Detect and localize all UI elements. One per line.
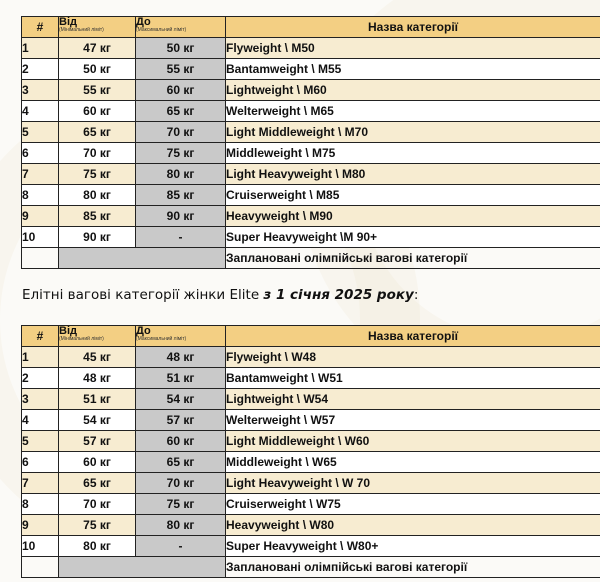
category-name: Light Middleweight \ M70 [226,122,600,143]
category-name: Flyweight \ M50 [226,38,600,59]
header-from-sub: (Мінімальний ліміт) [59,336,104,342]
min-weight: 70 кг [59,143,136,164]
header-to-label: До [136,16,151,28]
table-row [22,38,600,59]
weight-class-number: 4 [22,410,59,431]
max-weight: 54 кг [136,389,226,410]
table-row [22,122,600,143]
table-row [22,143,600,164]
category-name: Heavyweight \ W80 [226,515,600,536]
max-weight: 75 кг [136,494,226,515]
min-weight: 55 кг [59,80,136,101]
table-row [22,185,600,206]
weight-class-number: 1 [22,347,59,368]
header-to-sub: (Максимальний ліміт) [136,27,187,33]
weight-class-number: 5 [22,122,59,143]
table-row [22,227,600,248]
min-weight: 57 кг [59,431,136,452]
weight-class-number: 6 [22,143,59,164]
table-row [22,206,600,227]
weight-class-number: 6 [22,452,59,473]
category-name: Welterweight \ M65 [226,101,600,122]
table-header [22,17,600,38]
weight-class-number: 3 [22,80,59,101]
min-weight: 85 кг [59,206,136,227]
header-from [59,17,136,38]
category-name: Middleweight \ M75 [226,143,600,164]
table-row [22,347,600,368]
table-header [22,326,600,347]
header-from-label: Від [59,325,77,337]
header-to-label: До [136,325,151,337]
weight-class-number: 9 [22,515,59,536]
min-weight: 75 кг [59,164,136,185]
min-weight: 80 кг [59,185,136,206]
category-name: Light Heavyweight \ M80 [226,164,600,185]
category-name: Heavyweight \ M90 [226,206,600,227]
min-weight: 50 кг [59,59,136,80]
weight-class-number: 2 [22,368,59,389]
max-weight: 80 кг [136,164,226,185]
category-name: Light Heavyweight \ W 70 [226,473,600,494]
max-weight: 90 кг [136,206,226,227]
header-from-label: Від [59,16,77,28]
weight-class-number: 7 [22,473,59,494]
max-weight: 65 кг [136,452,226,473]
category-name: Cruiserweight \ W75 [226,494,600,515]
table-row [22,101,600,122]
planned-note-row [22,248,600,269]
header-number: # [22,326,59,347]
max-weight: 60 кг [136,431,226,452]
caption-date: з 1 січня 2025 року [263,287,414,303]
category-name: Flyweight \ W48 [226,347,600,368]
weight-class-number: 10 [22,536,59,557]
category-name: Super Heavyweight \ W80+ [226,536,600,557]
table-row [22,452,600,473]
weight-class-number: 8 [22,494,59,515]
table-row [22,80,600,101]
table-row [22,494,600,515]
max-weight: 55 кг [136,59,226,80]
header-to [136,17,226,38]
planned-note-row [22,557,600,578]
planned-note: Заплановані олімпійські вагові категорії [226,248,600,269]
min-weight: 45 кг [59,347,136,368]
max-weight: 60 кг [136,80,226,101]
max-weight: 70 кг [136,473,226,494]
min-weight: 60 кг [59,452,136,473]
table-row [22,515,600,536]
max-weight: 50 кг [136,38,226,59]
min-weight: 75 кг [59,515,136,536]
category-name: Light Middleweight \ W60 [226,431,600,452]
min-weight: 70 кг [59,494,136,515]
max-weight: 51 кг [136,368,226,389]
caption-end: : [413,287,419,303]
women-section-caption [22,287,418,303]
empty-cell [22,248,59,269]
men-categories-table [21,16,600,269]
weight-class-number: 9 [22,206,59,227]
min-weight: 65 кг [59,122,136,143]
category-name: Bantamweight \ W51 [226,368,600,389]
max-weight: - [136,536,226,557]
table-row [22,389,600,410]
category-name: Super Heavyweight \M 90+ [226,227,600,248]
header-number: # [22,17,59,38]
planned-note: Заплановані олімпійські вагові категорії [226,557,600,578]
min-weight: 47 кг [59,38,136,59]
header-category-name: Назва категорії [226,326,600,347]
weight-class-number: 2 [22,59,59,80]
table-row [22,164,600,185]
women-categories-table [21,325,600,578]
weight-class-number: 3 [22,389,59,410]
weight-class-number: 1 [22,38,59,59]
category-name: Welterweight \ W57 [226,410,600,431]
min-weight: 54 кг [59,410,136,431]
table-row [22,536,600,557]
empty-cell [22,557,59,578]
table-row [22,368,600,389]
min-weight: 51 кг [59,389,136,410]
header-category-name: Назва категорії [226,17,600,38]
min-weight: 80 кг [59,536,136,557]
category-name: Cruiserweight \ M85 [226,185,600,206]
header-from [59,326,136,347]
category-name: Middleweight \ W65 [226,452,600,473]
table-row [22,473,600,494]
header-from-sub: (Мінімальний ліміт) [59,27,104,33]
caption-plain: Елітні вагові категорії жінки Elite [22,287,260,303]
min-weight: 48 кг [59,368,136,389]
planned-gray-swatch [59,248,226,269]
max-weight: 70 кг [136,122,226,143]
planned-gray-swatch [59,557,226,578]
weight-class-number: 7 [22,164,59,185]
max-weight: 65 кг [136,101,226,122]
weight-class-number: 10 [22,227,59,248]
category-name: Bantamweight \ M55 [226,59,600,80]
header-to [136,326,226,347]
max-weight: 85 кг [136,185,226,206]
table-row [22,410,600,431]
max-weight: 80 кг [136,515,226,536]
max-weight: 75 кг [136,143,226,164]
weight-class-number: 5 [22,431,59,452]
max-weight: - [136,227,226,248]
min-weight: 60 кг [59,101,136,122]
header-to-sub: (Максимальний ліміт) [136,336,187,342]
table-row [22,431,600,452]
max-weight: 48 кг [136,347,226,368]
min-weight: 90 кг [59,227,136,248]
table-row [22,59,600,80]
max-weight: 57 кг [136,410,226,431]
weight-class-number: 4 [22,101,59,122]
category-name: Lightweight \ W54 [226,389,600,410]
weight-class-number: 8 [22,185,59,206]
min-weight: 65 кг [59,473,136,494]
category-name: Lightweight \ M60 [226,80,600,101]
